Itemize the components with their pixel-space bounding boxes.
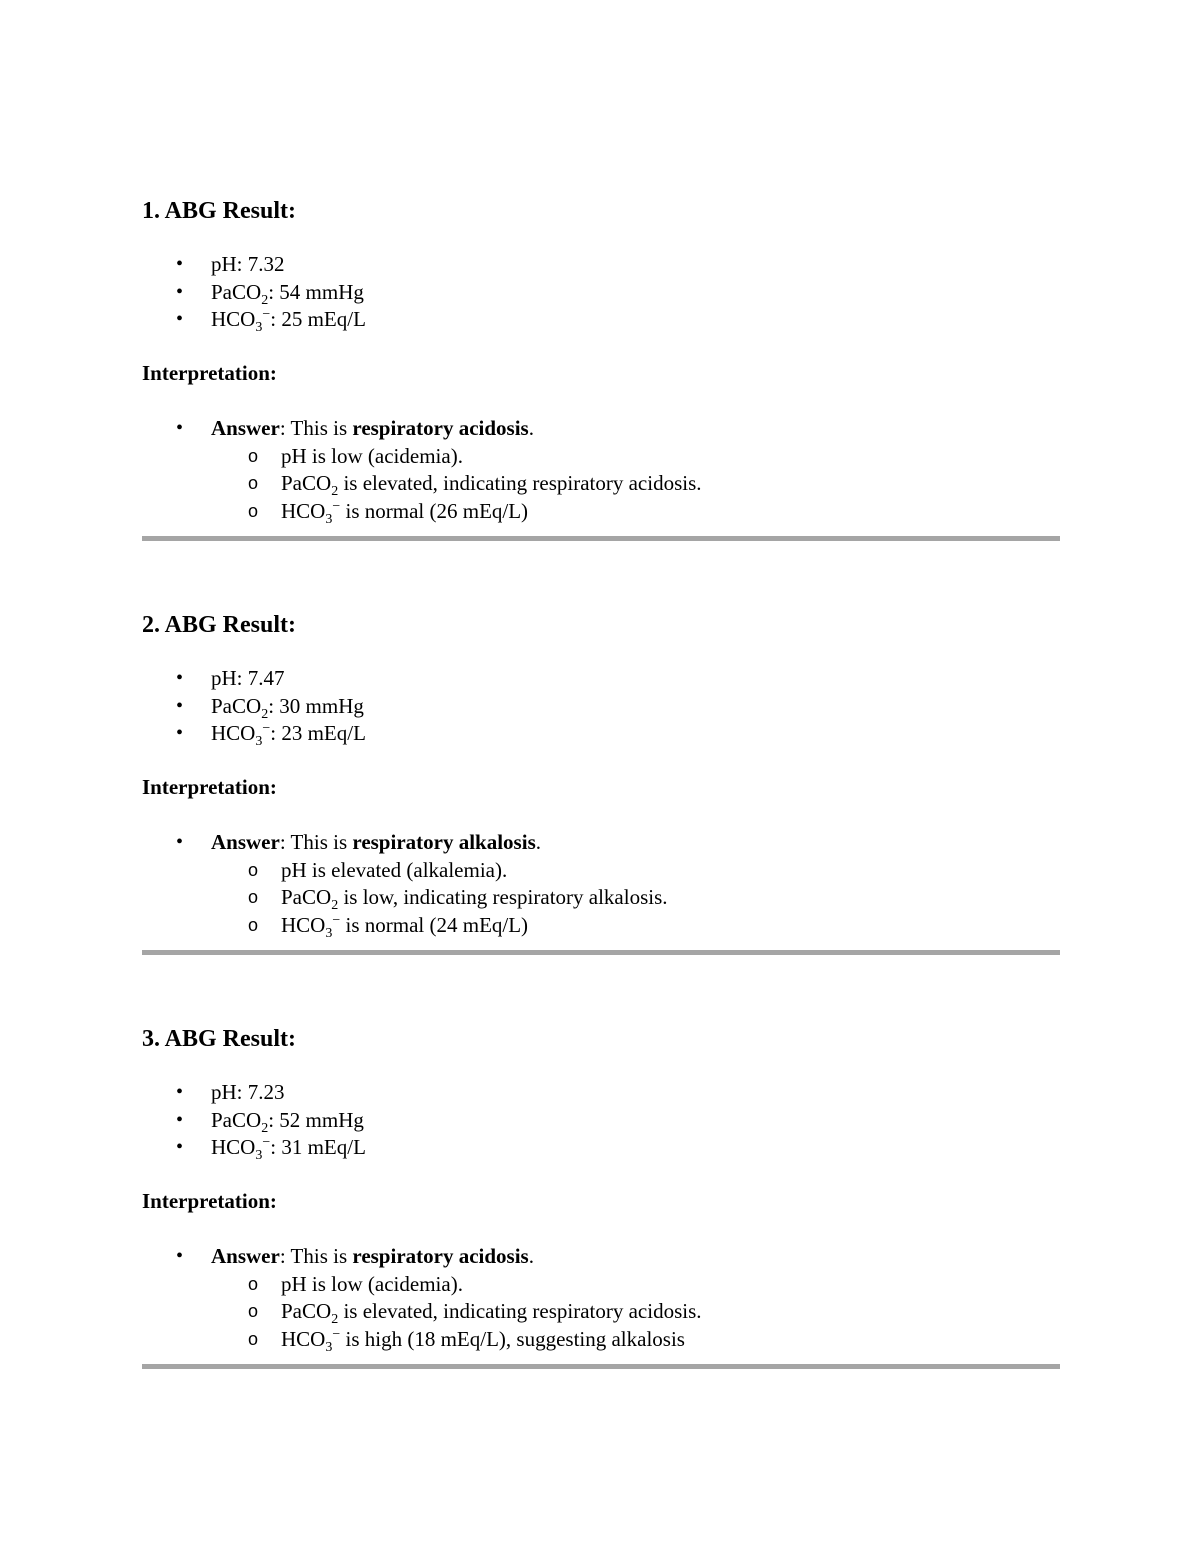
sub-bullet-icon: o [248, 859, 259, 880]
sub-bullet-icon: o [248, 887, 259, 907]
bullet-icon: • [176, 831, 184, 853]
interpretation-label: Interpretation: [142, 775, 277, 799]
explanation-item: o PaCO$_2$ is elevated, indicating respiratory acidosis. [248, 1299, 702, 1328]
bullet-icon: • [176, 1081, 184, 1103]
ph-value: • pH: 7.47 [142, 665, 366, 693]
answer-block [142, 415, 702, 525]
diagnosis: respiratory acidosis [352, 416, 529, 440]
explanation-item: o PaCO$_2$ is elevated, indicating respiratory acidosis. [248, 471, 702, 500]
answer-block [142, 829, 668, 939]
bullet-icon: • [176, 280, 184, 303]
diagnosis: respiratory alkalosis [352, 830, 536, 854]
bullet-icon: • [176, 1245, 184, 1267]
horizontal-rule [142, 1364, 1060, 1369]
sub-bullet-icon: o [248, 1328, 259, 1349]
explanation-list [142, 443, 702, 526]
bullet-icon: • [176, 308, 184, 330]
section-heading: 1. ABG Result: [142, 198, 297, 224]
abg-values-list [142, 1079, 366, 1162]
bullet-icon: • [176, 253, 184, 275]
bullet-icon: • [176, 722, 184, 744]
ph-value: • pH: 7.32 [142, 251, 366, 279]
explanation-list [142, 1271, 702, 1354]
hco3-value: • $HCO_3^-$: 25 mEq/L [176, 307, 366, 336]
horizontal-rule [142, 950, 1060, 955]
sub-bullet-icon: o [248, 1301, 259, 1321]
bullet-icon: • [176, 417, 184, 439]
explanation-item: o pH is low (acidemia). [142, 1271, 702, 1299]
abg-values-list [142, 665, 366, 748]
explanation-item: o $HCO_3^-$ is normal (24 mEq/L) [248, 912, 529, 941]
explanation-item: o PaCO$_2$ is low, indicating respiratory alkalosis. [248, 885, 668, 914]
diagnosis: respiratory acidosis [352, 1244, 529, 1268]
paco2-value: • PaCO$_2$: 52 mmHg [176, 1107, 364, 1136]
interpretation-label: Interpretation: [142, 1189, 277, 1213]
sub-bullet-icon: o [248, 445, 259, 466]
sub-bullet-icon: o [248, 914, 259, 935]
sub-bullet-icon: o [248, 1273, 259, 1294]
bullet-icon: • [176, 1108, 184, 1131]
bullet-icon: • [176, 1136, 184, 1158]
horizontal-rule [142, 536, 1060, 541]
interpretation-label: Interpretation: [142, 361, 277, 385]
abg-values-list [142, 251, 366, 334]
answer-line: • Answer: This is respiratory acidosis. [142, 1243, 702, 1271]
explanation-list [142, 857, 668, 940]
explanation-item: o pH is elevated (alkalemia). [142, 857, 668, 885]
sub-bullet-icon: o [248, 473, 259, 493]
answer-block [142, 1243, 702, 1353]
paco2-value: • PaCO$_2$: 54 mmHg [176, 279, 364, 308]
section-heading: 3. ABG Result: [142, 1026, 297, 1052]
bullet-icon: • [176, 667, 184, 689]
paco2-value: • PaCO$_2$: 30 mmHg [176, 693, 364, 722]
hco3-value: • $HCO_3^-$: 31 mEq/L [176, 1135, 366, 1164]
answer-line: • Answer: This is respiratory acidosis. [142, 415, 702, 443]
explanation-item: o pH is low (acidemia). [142, 443, 702, 471]
hco3-value: • $HCO_3^-$: 23 mEq/L [176, 721, 366, 750]
answer-line: • Answer: This is respiratory alkalosis. [142, 829, 668, 857]
explanation-item: o $HCO_3^-$ is high (18 mEq/L), suggesting alkalosis [248, 1326, 685, 1355]
explanation-item: o $HCO_3^-$ is normal (26 mEq/L) [248, 498, 529, 527]
sub-bullet-icon: o [248, 500, 259, 521]
ph-value: • pH: 7.23 [142, 1079, 366, 1107]
section-heading: 2. ABG Result: [142, 612, 297, 638]
bullet-icon: • [176, 694, 184, 717]
